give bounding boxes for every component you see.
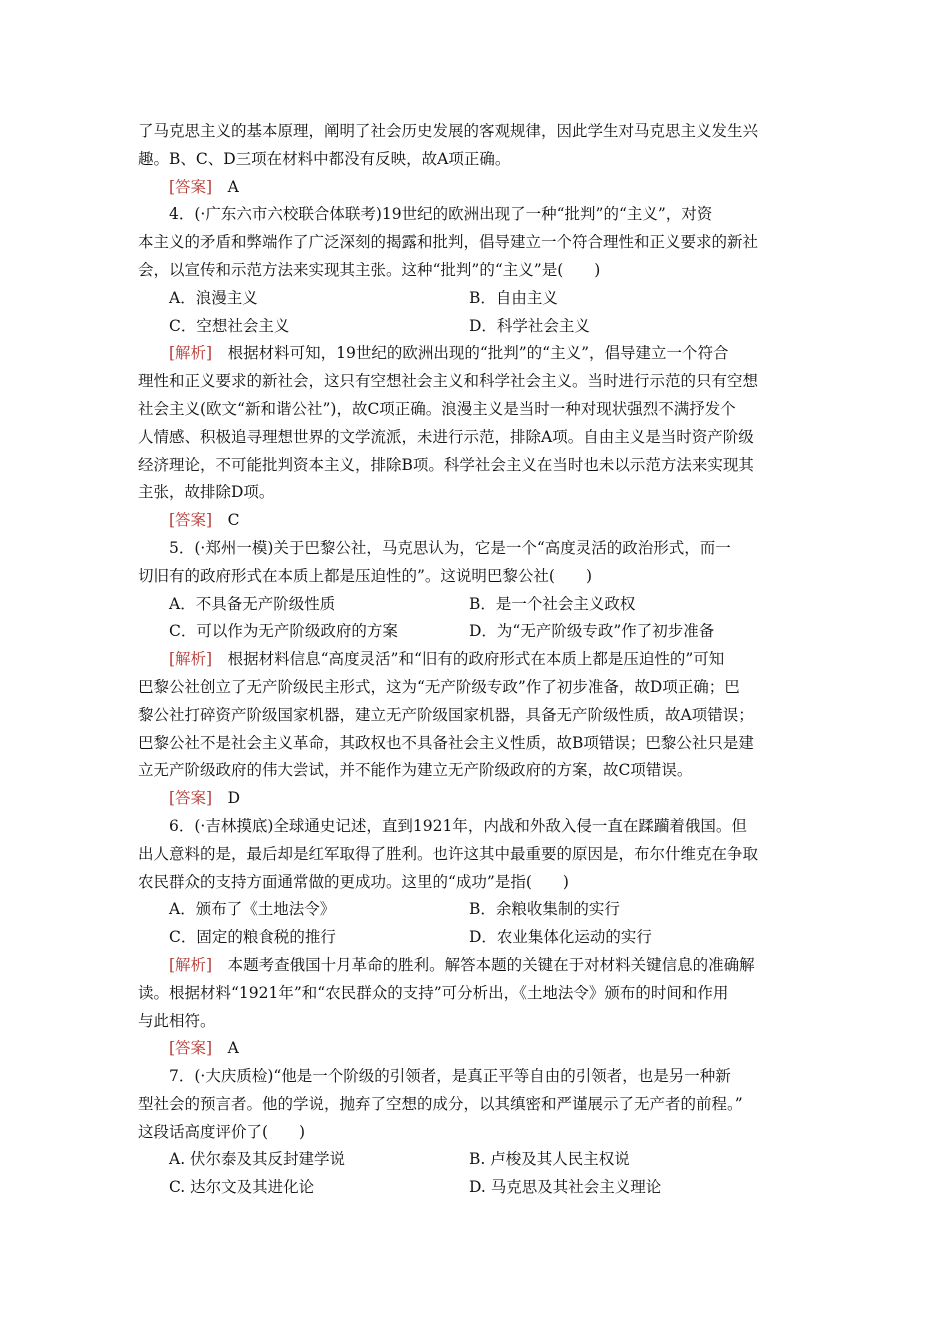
option-left: A. 伏尔泰及其反封建学说 [169,1150,346,1169]
option-right: D. 马克思及其社会主义理论 [469,1178,662,1197]
question-line: 4．(·广东六市六校联合体联考)19世纪的欧洲出现了一种“批判”的“主义”，对资 [169,205,713,224]
text-line: 与此相符。 [138,1011,216,1030]
labeled-line [138,1035,818,1063]
labeled-line [138,785,818,813]
text-line: 理性和正义要求的新社会，这只有空想社会主义和科学社会主义。当时进行示范的只有空想 [138,372,759,391]
text-line: 主张，故排除D项。 [138,483,275,502]
option-right: B. 卢梭及其人民主权说 [469,1150,630,1169]
text-line: 趣。B、C、D三项在材料中都没有反映，故A项正确。 [138,149,511,168]
option-right: D．科学社会主义 [469,316,590,335]
option-row [138,591,818,619]
text-line: 经济理论，不可能批判资本主义，排除B项。科学社会主义在当时也未以示范方法来实现其 [138,455,754,474]
option-row [138,313,818,341]
option-row [138,285,818,313]
text-line: 社会主义(欧文“新和谐公社”)，故C项正确。浪漫主义是当时一种对现状强烈不满抒发个 [138,399,736,418]
line-text: A [212,1039,239,1058]
text-line: 切旧有的政府形式在本质上都是压迫性的”。这说明巴黎公社( ) [138,566,593,585]
option-left: C．固定的粮食税的推行 [169,928,336,947]
option-row [138,618,818,646]
option-left: C．可以作为无产阶级政府的方案 [169,622,398,641]
line-text: A [212,177,239,196]
option-left: C. 达尔文及其进化论 [169,1178,315,1197]
text-line: 农民群众的支持方面通常做的更成功。这里的“成功”是指( ) [138,872,569,891]
labeled-line [138,174,818,202]
question-line: 6．(·吉林摸底)全球通史记述，直到1921年，内战和外敌入侵一直在蹂躏着俄国。但 [169,816,747,835]
question-line: 5．(·郑州一模)关于巴黎公社，马克思认为，它是一个“高度灵活的政治形式，而一 [169,538,731,557]
text-line: 人情感、积极追寻理想世界的文学流派，未进行示范，排除A项。自由主义是当时资产阶级 [138,427,754,446]
option-row [138,1174,818,1202]
line-text: D [212,789,241,808]
text-line: 读。根据材料“1921年”和“农民群众的支持”可分析出，《土地法令》颁布的时间和作用 [138,983,729,1002]
section-tag: [解析] [169,955,213,974]
text-line: 巴黎公社创立了无产阶级民主形式，这为“无产阶级专政”作了初步准备，故D项正确；巴 [138,677,740,696]
option-left: A．不具备无产阶级性质 [169,594,336,613]
text-line: 巴黎公社不是社会主义革命，其政权也不具备社会主义性质，故B项错误；巴黎公社只是建 [138,733,754,752]
option-right: B．自由主义 [469,288,558,307]
section-tag: [解析] [169,344,213,363]
text-line: 会，以宣传和示范方法来实现其主张。这种“批判”的“主义”是( ) [138,260,601,279]
option-row [138,1146,818,1174]
option-left: A．浪漫主义 [169,288,258,307]
option-row [138,896,818,924]
section-tag: [解析] [169,650,213,669]
text-line: 了马克思主义的基本原理，阐明了社会历史发展的客观规律，因此学生对马克思主义发生兴 [138,122,759,140]
option-row [138,924,818,952]
labeled-line [138,646,818,674]
option-right: B．余粮收集制的实行 [469,900,620,919]
line-text: 本题考查俄国十月革命的胜利。解答本题的关键在于对材料关键信息的准确解 [212,955,755,974]
line-text: 根据材料信息“高度灵活”和“旧有的政府形式在本质上都是压迫性的”可知 [212,650,725,669]
labeled-line [138,340,818,368]
text-line: 本主义的矛盾和弊端作了广泛深刻的揭露和批判，倡导建立一个符合理性和正义要求的新社 [138,233,759,252]
line-text: 根据材料可知，19世纪的欧洲出现的“批判”的“主义”，倡导建立一个符合 [212,344,729,363]
section-tag: [答案] [169,789,213,808]
section-tag: [答案] [169,1039,213,1058]
option-left: A．颁布了《土地法令》 [169,900,336,919]
option-right: D．为“无产阶级专政”作了初步准备 [469,622,715,641]
section-tag: [答案] [169,177,213,196]
text-line: 这段话高度评价了( ) [138,1122,306,1141]
text-line: 黎公社打碎资产阶级国家机器，建立无产阶级国家机器，具备无产阶级性质，故A项错误； [138,705,754,724]
document-page [138,118,818,1202]
labeled-line [138,952,818,980]
text-line: 出人意料的是，最后却是红军取得了胜利。也许这其中最重要的原因是，布尔什维克在争取 [138,844,759,863]
section-tag: [答案] [169,511,213,530]
text-line: 立无产阶级政府的伟大尝试，并不能作为建立无产阶级政府的方案，故C项错误。 [138,761,693,780]
option-left: C．空想社会主义 [169,316,290,335]
line-text: C [212,511,240,530]
question-line: 7．(·大庆质检)“他是一个阶级的引领者，是真正平等自由的引领者，也是另一种新 [169,1067,731,1086]
option-right: D．农业集体化运动的实行 [469,928,652,947]
text-line: 型社会的预言者。他的学说，抛弃了空想的成分，以其缜密和严谨展示了无产者的前程。” [138,1094,743,1113]
labeled-line [138,507,818,535]
option-right: B．是一个社会主义政权 [469,594,636,613]
